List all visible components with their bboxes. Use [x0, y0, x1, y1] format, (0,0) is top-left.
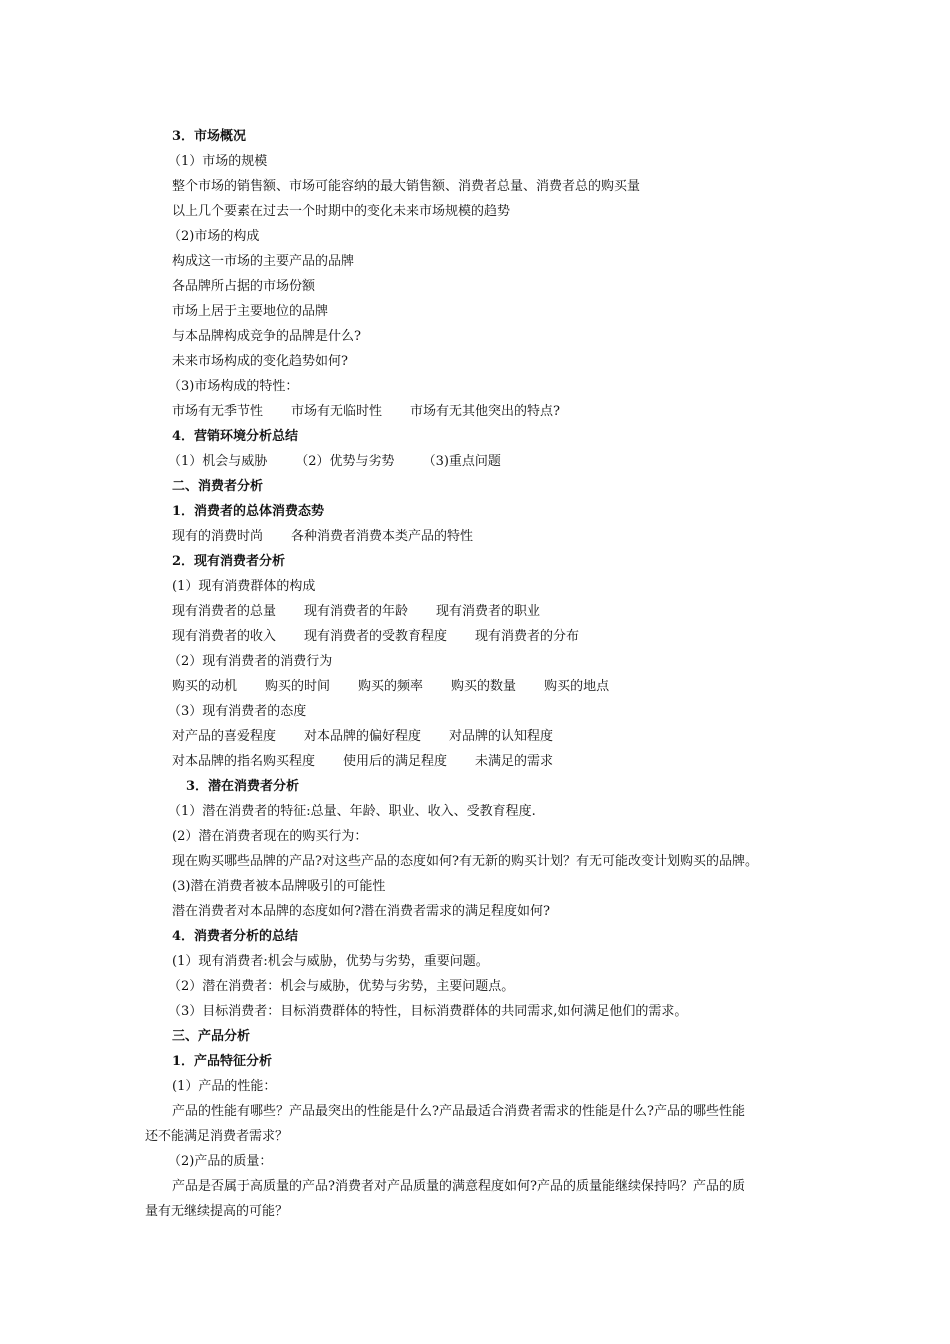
list-item: 对本品牌的偏好程度 — [304, 729, 422, 744]
list-item: 现有消费者的分布 — [475, 629, 580, 644]
subsection-heading: （3）现有消费者的态度 — [168, 704, 307, 719]
paragraph-line: 市场上居于主要地位的品牌 — [172, 304, 329, 319]
paragraph-line: 现在购买哪些品牌的产品?对这些产品的态度如何?有无新的购买计划？有无可能改变计划购买的品牌。 — [172, 854, 758, 869]
item-row — [172, 403, 560, 421]
list-item: 现有消费者的职业 — [436, 604, 541, 619]
item-row — [172, 728, 553, 746]
section-heading: 3．潜在消费者分析 — [186, 779, 300, 794]
subsection-heading: （2）现有消费者的消费行为 — [168, 654, 333, 669]
paragraph-line: 未来市场构成的变化趋势如何? — [172, 354, 348, 369]
list-item: 现有消费者的总量 — [172, 604, 277, 619]
subsection-heading: (2）潜在消费者现在的购买行为： — [172, 829, 368, 844]
list-item: 购买的地点 — [544, 679, 610, 694]
paragraph-line: 量有无继续提高的可能？ — [145, 1204, 289, 1219]
list-item: 对品牌的认知程度 — [449, 729, 554, 744]
list-item: 现有消费者的年龄 — [304, 604, 409, 619]
list-item: 对产品的喜爱程度 — [172, 729, 277, 744]
list-item: 各种消费者消费本类产品的特性 — [291, 529, 474, 544]
list-item: 现有消费者的收入 — [172, 629, 277, 644]
paragraph-line: 产品是否属于高质量的产品?消费者对产品质量的满意程度如何?产品的质量能继续保持吗？产品的质 — [172, 1179, 745, 1194]
paragraph-line: 整个市场的销售额、市场可能容纳的最大销售额、消费者总量、消费者总的购买量 — [172, 179, 641, 194]
part-heading: 三、产品分析 — [172, 1029, 251, 1044]
paragraph-line: 潜在消费者对本品牌的态度如何?潜在消费者需求的满足程度如何? — [172, 904, 550, 919]
list-item: 购买的动机 — [172, 679, 238, 694]
item-row — [172, 528, 473, 546]
subsection-heading: (3)潜在消费者被本品牌吸引的可能性 — [172, 879, 386, 894]
list-item: （2）优势与劣势 — [295, 454, 395, 469]
paragraph-line: 构成这一市场的主要产品的品牌 — [172, 254, 355, 269]
section-heading: 2．现有消费者分析 — [172, 554, 286, 569]
paragraph-line: （3）目标消费者：目标消费群体的特性，目标消费群体的共同需求,如何满足他们的需求。 — [168, 1004, 688, 1019]
subsection-heading: （2)产品的质量： — [168, 1154, 273, 1169]
list-item: 现有消费者的受教育程度 — [304, 629, 448, 644]
item-row — [172, 603, 540, 621]
paragraph-line: 还不能满足消费者需求？ — [145, 1129, 289, 1144]
list-item: 市场有无季节性 — [172, 404, 264, 419]
subsection-heading: (1）产品的性能： — [172, 1079, 277, 1094]
section-heading: 4．营销环境分析总结 — [172, 429, 299, 444]
part-heading: 二、消费者分析 — [172, 479, 264, 494]
subsection-heading: （1）市场的规模 — [168, 154, 268, 169]
subsection-heading: （1）潜在消费者的特征:总量、年龄、职业、收入、受教育程度. — [168, 804, 536, 819]
list-item: 购买的数量 — [451, 679, 517, 694]
subsection-heading: （3)市场构成的特性： — [168, 379, 299, 394]
paragraph-line: (1）现有消费者:机会与威胁，优势与劣势，重要问题。 — [172, 954, 489, 969]
list-item: 现有的消费时尚 — [172, 529, 264, 544]
list-item: 未满足的需求 — [475, 754, 554, 769]
list-item: 使用后的满足程度 — [343, 754, 448, 769]
section-heading: 4．消费者分析的总结 — [172, 929, 299, 944]
list-item: 市场有无临时性 — [291, 404, 383, 419]
paragraph-line: 产品的性能有哪些？产品最突出的性能是什么?产品最适合消费者需求的性能是什么?产品的哪些性能 — [172, 1104, 745, 1119]
list-item: 购买的频率 — [358, 679, 424, 694]
section-heading: 3．市场概况 — [172, 129, 247, 144]
paragraph-line: （2）潜在消费者：机会与威胁，优势与劣势，主要问题点。 — [168, 979, 515, 994]
section-heading: 1．产品特征分析 — [172, 1054, 273, 1069]
item-row — [172, 678, 609, 696]
paragraph-line: 各品牌所占据的市场份额 — [172, 279, 316, 294]
list-item: （3)重点问题 — [422, 454, 501, 469]
paragraph-line: 与本品牌构成竞争的品牌是什么? — [172, 329, 361, 344]
item-row — [168, 453, 501, 471]
subsection-heading: (1）现有消费群体的构成 — [172, 579, 316, 594]
section-heading: 1．消费者的总体消费态势 — [172, 504, 325, 519]
list-item: 对本品牌的指名购买程度 — [172, 754, 316, 769]
subsection-heading: （2)市场的构成 — [168, 229, 260, 244]
list-item: 市场有无其他突出的特点? — [410, 404, 561, 419]
item-row — [172, 753, 553, 771]
item-row — [172, 628, 579, 646]
list-item: （1）机会与威胁 — [168, 454, 268, 469]
list-item: 购买的时间 — [265, 679, 331, 694]
paragraph-line: 以上几个要素在过去一个时期中的变化未来市场规模的趋势 — [172, 204, 511, 219]
